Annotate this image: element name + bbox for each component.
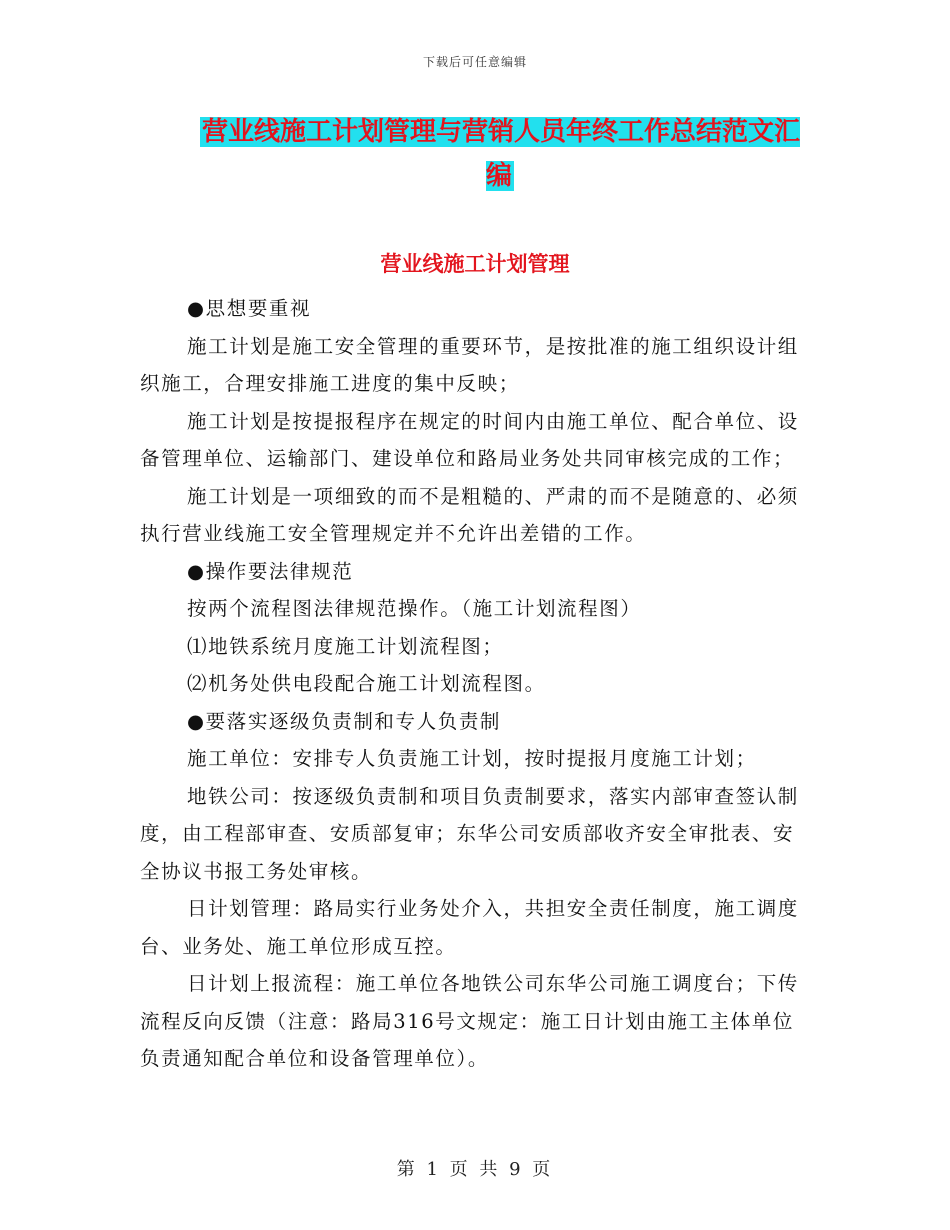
list-item: ⑵机务处供电段配合施工计划流程图。 <box>187 672 546 695</box>
paragraph: 日计划上报流程：施工单位各地铁公司东华公司施工调度台；下传流程反向反馈（注意：路局316号文规定：施工日计划由施工主体单位负责通知配合单位和设备管理单位）。 <box>140 972 799 1070</box>
paragraph: 施工单位：安排专人负责施工计划，按时提报月度施工计划； <box>187 747 757 770</box>
paragraph: 施工计划是施工安全管理的重要环节，是按批准的施工组织设计组织施工，合理安排施工进度的集中反映； <box>140 334 799 395</box>
document-body <box>140 290 805 1078</box>
paragraph: 地铁公司：按逐级负责制和项目负责制要求，落实内部审查签认制度，由工程部审查、安质部复审；东华公司安质部收齐安全审批表、安全协议书报工务处审核。 <box>140 784 799 883</box>
bullet-heading: ●操作要法律规范 <box>187 559 354 583</box>
bullet-heading: ●要落实逐级负责制和专人负责制 <box>187 709 502 733</box>
header-note: 下载后可任意编辑 <box>422 55 527 69</box>
paragraph: 按两个流程图法律规范操作。（施工计划流程图） <box>187 597 642 620</box>
document-title-text: 营业线施工计划管理与营销人员年终工作总结范文汇编 <box>201 117 800 191</box>
paragraph: 施工计划是按提报程序在规定的时间内由施工单位、配合单位、设备管理单位、运输部门、建设单位和路局业务处共同审核完成的工作； <box>140 409 799 470</box>
page-number-footer: 第 1 页 共 9 页 <box>396 1159 554 1180</box>
bullet-heading: ●思想要重视 <box>187 297 312 320</box>
section-title: 营业线施工计划管理 <box>380 251 570 276</box>
paragraph: 日计划管理：路局实行业务处介入，共担安全责任制度，施工调度台、业务处、施工单位形成互控。 <box>140 897 799 958</box>
paragraph: 施工计划是一项细致的而不是粗糙的、严肃的而不是随意的、必须执行营业线施工安全管理规定并不允许出差错的工作。 <box>140 484 799 545</box>
list-item: ⑴地铁系统月度施工计划流程图； <box>187 634 504 658</box>
document-title <box>190 110 810 198</box>
